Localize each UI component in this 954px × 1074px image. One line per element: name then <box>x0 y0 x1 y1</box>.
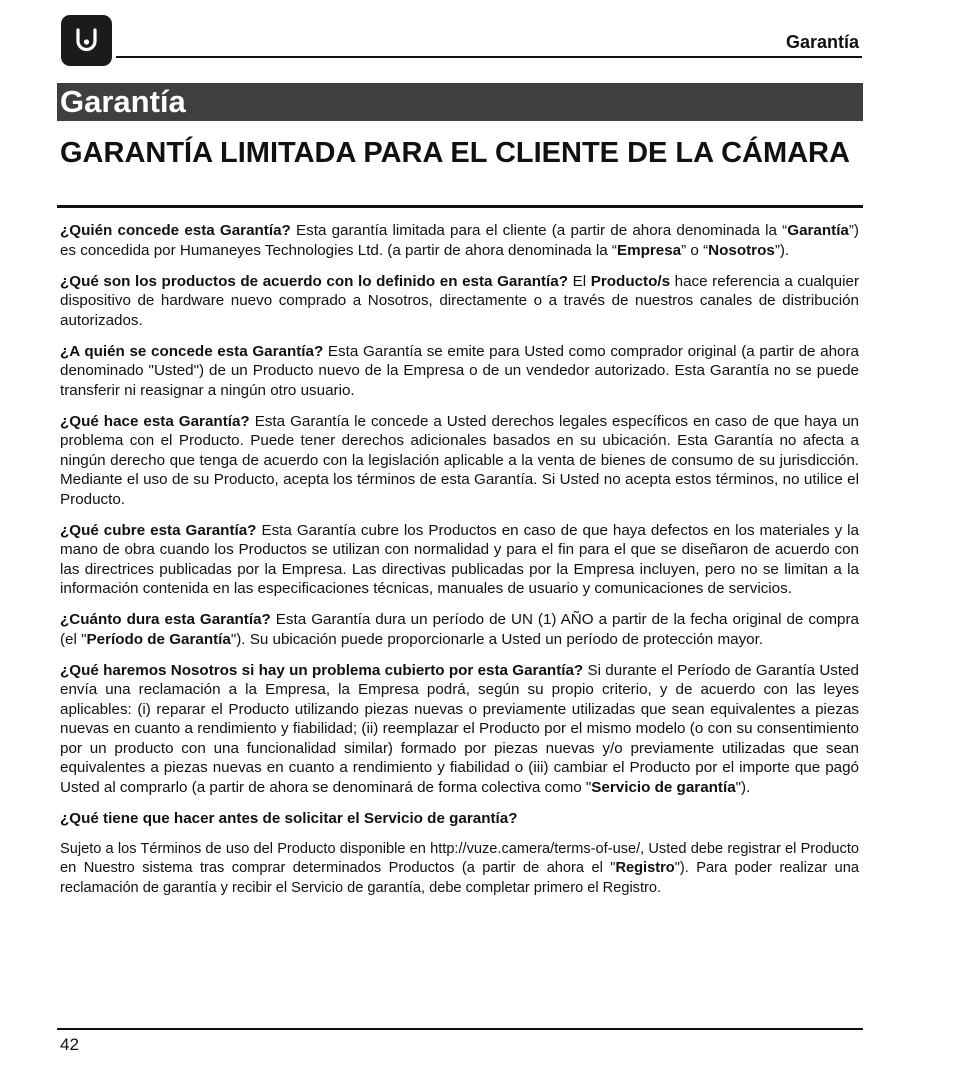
warranty-body <box>60 221 859 898</box>
question: ¿Qué son los productos de acuerdo con lo definido en esta Garantía? <box>60 272 568 290</box>
question: ¿A quién se concede esta Garantía? <box>60 342 324 360</box>
question: ¿Cuánto dura esta Garantía? <box>60 611 271 628</box>
question: ¿Quién concede esta Garantía? <box>60 222 291 239</box>
text: Esta Garantía dura un período de UN (1) AÑO a partir de la fecha original de compra (el " <box>60 611 859 648</box>
text: "). <box>735 778 751 796</box>
text: Esta Garantía cubre los Productos en caso de que haya defectos en los materiales y la mano de obra cuando los Productos se utilizan con normalidad y para el fin para el que se diseñaron de acuerdo con las directrices publicadas por la Empresa. Las directivas publicadas por la Empresa incluyen, pero no se limitan a la información contenida en las especificaciones técnicas, manuales de usuario y comunicaciones de servicios. <box>60 521 859 597</box>
text: ” o “ <box>681 241 709 259</box>
bold-term: Nosotros <box>708 241 775 259</box>
paragraph-before-service <box>60 809 859 829</box>
paragraph-to-whom <box>60 342 859 401</box>
bold-term: Empresa <box>616 241 682 259</box>
paragraph-what-does <box>60 412 859 510</box>
text: "). Su ubicación puede proporcionarle a Usted un período de protección mayor. <box>230 630 764 648</box>
header-title: Garantía <box>785 32 859 52</box>
paragraph-who-grants <box>60 221 859 260</box>
bold-term: Registro <box>615 860 675 876</box>
paragraph-what-covers <box>60 521 859 599</box>
bold-term: Producto/s <box>590 272 671 290</box>
paragraph-registration <box>60 840 859 899</box>
question: ¿Qué haremos Nosotros si hay un problema cubierto por esta Garantía? <box>60 661 584 679</box>
bold-term: Servicio de garantía <box>591 778 736 796</box>
vuze-logo-icon <box>61 15 112 66</box>
text: "). Para poder realizar una reclamación de garantía y recibir el Servicio de garantía, debe completar primero el Registro. <box>60 860 859 896</box>
title-rule <box>57 205 863 208</box>
question: ¿Qué hace esta Garantía? <box>60 412 250 430</box>
question: ¿Qué tiene que hacer antes de solicitar el Servicio de garantía? <box>60 809 518 827</box>
question: ¿Qué cubre esta Garantía? <box>60 521 257 539</box>
text: Esta Garantía le concede a Usted derechos legales específicos en caso de que haya un problema con el Producto. Puede tener derechos adicionales basados en su ubicación. Esta Garantía no afecta a ningún derecho que tenga de acuerdo con la legislación aplicable a la venta de bienes de consumo de su jurisdicción. Mediante el uso de su Producto, acepta los términos de esta Garantía. Si Usted no acepta estos términos, no utilice el Producto. <box>60 412 859 508</box>
text: Si durante el Período de Garantía Usted envía una reclamación a la Empresa, la Empresa podrá, según su propio criterio, y de acuerdo con las leyes aplicables: (i) reparar el Producto utilizando piezas nuevas o previamente utilizadas que sean equivalentes a piezas nuevas en cuanto a rendimiento y fiabilidad; (ii) reemplazar el Producto por el mismo modelo (o con su consentimiento por un producto con una funcionalidad similar) formado por piezas nuevas y/o previamente utilizadas que sean equivalentes a piezas nuevas en cuanto a rendimiento y fiabilidad o (iii) cambiar el Producto por el importe que pagó Usted al comprarlo (a partir de ahora se denominará de forma colectiva como " <box>60 661 859 796</box>
footer-rule <box>57 1028 863 1030</box>
text: Esta Garantía se emite para Usted como comprador original (a partir de ahora denominado "Usted") de un Producto nuevo de la Empresa o de un vendedor autorizado. Esta Garantía no se puede transferir ni reasignar a ningún otro usuario. <box>60 342 859 399</box>
section-band: Garantía <box>57 83 863 121</box>
header-rule <box>116 56 862 58</box>
paragraph-products-defined <box>60 272 859 331</box>
bold-term: Garantía <box>787 222 849 239</box>
text: ”) es concedida por Humaneyes Technologies Ltd. (a partir de ahora denominada la “ <box>60 222 859 259</box>
paragraph-duration <box>60 610 859 649</box>
text: hace referencia a cualquier dispositivo de hardware nuevo comprado a Nosotros, directamente o a través de nuestros canales de distribución autorizados. <box>60 272 859 329</box>
text: Sujeto a los Términos de uso del Producto disponible en http://vuze.camera/terms-of-use/, Usted debe registrar el Producto en Nuestro sistema tras comprar determinados Productos (a partir de ahora el " <box>60 840 859 876</box>
bold-term: Período de Garantía <box>86 630 231 648</box>
text: El <box>568 272 591 290</box>
page-number: 42 <box>60 1035 79 1054</box>
paragraph-what-we-do <box>60 661 859 798</box>
text: ”). <box>774 241 790 259</box>
text: Esta garantía limitada para el cliente (a partir de ahora denominada la “ <box>290 222 788 239</box>
page-title: GARANTÍA LIMITADA PARA EL CLIENTE DE LA CÁMARA <box>60 137 850 169</box>
